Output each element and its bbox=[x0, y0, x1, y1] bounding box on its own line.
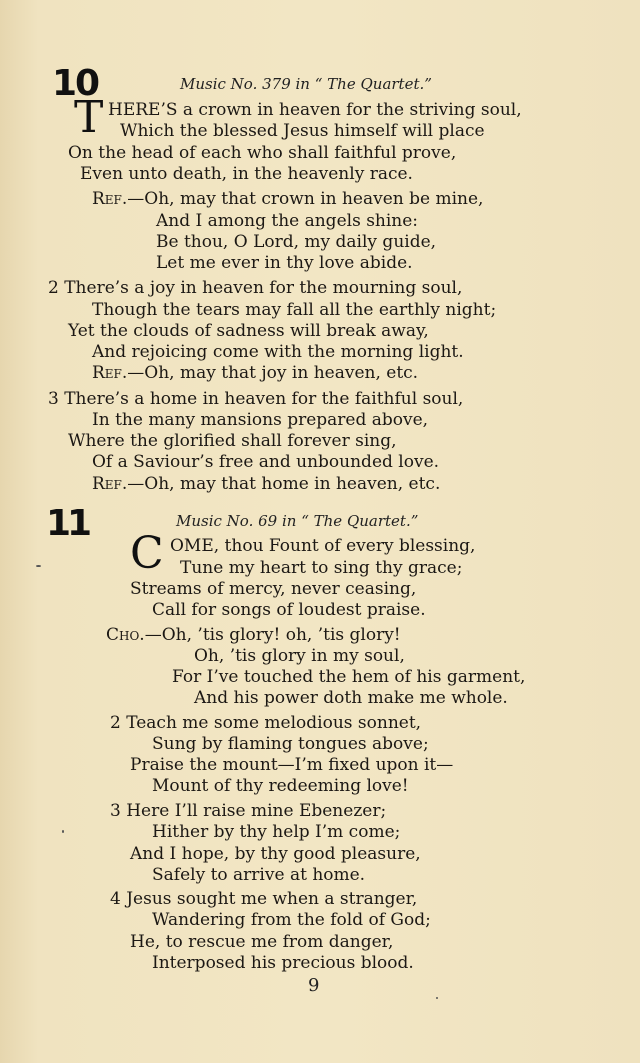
hymn-11-verse-3-line-3: And I hope, by thy good pleasure, bbox=[130, 844, 421, 864]
hymn-10-verse-3-line-4: Of a Saviour’s free and unbounded love. bbox=[92, 452, 440, 472]
hymn-11-chorus-line-3: For I’ve touched the hem of his garment, bbox=[172, 667, 526, 687]
hymn-11-verse-3-line-4: Safely to arrive at home. bbox=[152, 865, 366, 885]
hymn-10-verse-3-line-3: Where the glorified shall forever sing, bbox=[68, 431, 397, 451]
refrain-label: Ref. bbox=[92, 189, 128, 209]
hymn-11-verse-2-line-1: 2 Teach me some melodious sonnet, bbox=[110, 713, 422, 733]
hymn-11-verse-1-line-3: Streams of mercy, never ceasing, bbox=[130, 579, 417, 599]
print-speck bbox=[36, 565, 41, 567]
hymn-10-refrain-line-2: And I among the angels shine: bbox=[156, 211, 419, 231]
hymn-11-verse-1-line-1: OME, thou Fount of every blessing, bbox=[170, 536, 476, 556]
page-number: 9 bbox=[308, 975, 320, 996]
hymn-11-verse-4-line-3: He, to rescue me from danger, bbox=[130, 932, 394, 952]
hymn-10-music-note: Music No. 379 in “ The Quartet.” bbox=[180, 75, 432, 93]
refrain-text: —Oh, may that crown in heaven be mine, bbox=[127, 189, 484, 209]
hymn-11-music-note: Music No. 69 in “ The Quartet.” bbox=[176, 512, 419, 530]
hymn-10-verse-1-line-2: Which the blessed Jesus himself will place bbox=[120, 121, 485, 141]
hymn-10-verse-3-refrain bbox=[92, 474, 440, 494]
hymn-11-verse-3-line-2: Hither by thy help I’m come; bbox=[152, 822, 401, 842]
hymn-11-dropcap: C bbox=[130, 528, 164, 579]
hymn-11-verse-4-line-1: 4 Jesus sought me when a stranger, bbox=[110, 889, 418, 909]
refrain-label: Ref. bbox=[92, 363, 128, 383]
hymn-11-verse-2-line-2: Sung by flaming tongues above; bbox=[152, 734, 429, 754]
refrain-text: —Oh, may that joy in heaven, etc. bbox=[127, 363, 419, 383]
hymn-10-verse-2-line-2: Though the tears may fall all the earthly night; bbox=[92, 300, 497, 320]
hymn-10-verse-2-line-1: 2 There’s a joy in heaven for the mourning soul, bbox=[48, 278, 463, 298]
hymn-11-number: 11 bbox=[46, 503, 89, 544]
hymn-11-verse-1-line-4: Call for songs of loudest praise. bbox=[152, 600, 426, 620]
hymn-11-verse-4-line-4: Interposed his precious blood. bbox=[152, 953, 414, 973]
refrain-text: —Oh, may that home in heaven, etc. bbox=[127, 474, 441, 494]
hymn-11-chorus-line-1 bbox=[106, 625, 401, 645]
hymn-10-verse-3-line-2: In the many mansions prepared above, bbox=[92, 410, 429, 430]
hymn-11-verse-4-line-2: Wandering from the fold of God; bbox=[152, 910, 431, 930]
hymn-11-chorus-line-4: And his power doth make me whole. bbox=[194, 688, 508, 708]
hymn-10-dropcap: T bbox=[74, 92, 104, 143]
hymn-10-verse-3-line-1: 3 There’s a home in heaven for the faithful soul, bbox=[48, 389, 464, 409]
hymn-11-chorus-line-2: Oh, ’tis glory in my soul, bbox=[194, 646, 405, 666]
hymn-10-refrain-line-1 bbox=[92, 189, 483, 209]
hymn-10-refrain-line-4: Let me ever in thy love abide. bbox=[156, 253, 413, 273]
hymn-10-verse-1-line-4: Even unto death, in the heavenly race. bbox=[80, 164, 413, 184]
hymn-10-verse-1-line-1: HERE’S a crown in heaven for the striving soul, bbox=[108, 100, 522, 120]
hymn-10-verse-2-refrain bbox=[92, 363, 418, 383]
refrain-label: Ref. bbox=[92, 474, 128, 494]
hymn-10-verse-2-line-3: Yet the clouds of sadness will break away, bbox=[68, 321, 429, 341]
hymn-10-verse-1-line-3: On the head of each who shall faithful prove, bbox=[68, 143, 457, 163]
hymn-11-verse-1-line-2: Tune my heart to sing thy grace; bbox=[180, 558, 463, 578]
hymn-11-verse-2-line-4: Mount of thy redeeming love! bbox=[152, 776, 409, 796]
chorus-label: Cho. bbox=[106, 625, 145, 645]
chorus-text: —Oh, ’tis glory! oh, ’tis glory! bbox=[144, 625, 401, 645]
hymn-11-verse-2-line-3: Praise the mount—I’m fixed upon it— bbox=[130, 755, 454, 775]
hymn-11-verse-3-line-1: 3 Here I’ll raise mine Ebenezer; bbox=[110, 801, 387, 821]
hymn-10-verse-2-line-4: And rejoicing come with the morning light. bbox=[92, 342, 464, 362]
print-speck bbox=[62, 830, 64, 833]
hymn-10-refrain-line-3: Be thou, O Lord, my daily guide, bbox=[156, 232, 437, 252]
print-speck bbox=[436, 997, 438, 999]
hymn-10-number: 10 bbox=[52, 63, 99, 104]
